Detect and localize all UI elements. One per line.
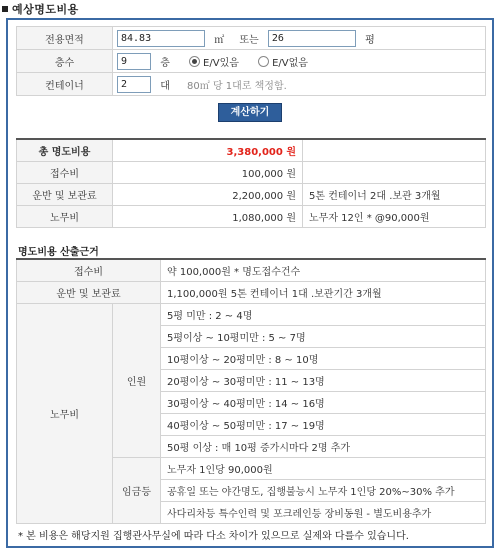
wage-item: 공휴일 또는 야간명도, 집행불능시 노무자 1인당 20%~30% 추가 — [161, 479, 486, 501]
elevator-yes-radio[interactable] — [189, 56, 200, 67]
page-title-text: 예상명도비용 — [12, 3, 79, 16]
area-row — [17, 27, 486, 50]
fee-amount: 100,000 원 — [113, 161, 303, 183]
pyeong-unit: 평 — [365, 34, 375, 46]
people-item: 30평이상 ~ 40평미만 : 14 ~ 16명 — [161, 391, 486, 413]
sqm-unit: ㎡ — [214, 34, 225, 46]
fee-note — [303, 161, 486, 183]
people-item: 10평이상 ~ 20평미만 : 8 ~ 10명 — [161, 347, 486, 369]
storage-label: 운반 및 보관료 — [17, 183, 113, 205]
floor-label: 층수 — [17, 50, 113, 73]
area-label: 전용면적 — [17, 27, 113, 50]
people-item: 5평이상 ~ 10평미만 : 5 ~ 7명 — [161, 325, 486, 347]
basis-wage-label: 임금등 — [113, 457, 161, 523]
labor-label: 노무비 — [17, 205, 113, 227]
container-row — [17, 73, 486, 96]
basis-fee-text: 약 100,000원 * 명도접수건수 — [161, 259, 486, 281]
floor-row — [17, 50, 486, 73]
or-text: 또는 — [239, 34, 259, 46]
total-row — [17, 139, 486, 161]
total-amount: 3,380,000 원 — [113, 139, 303, 161]
elevator-no-label[interactable]: E/V없음 — [272, 57, 308, 69]
result-row — [17, 183, 486, 205]
result-table — [16, 138, 486, 228]
basis-fee-row — [17, 259, 486, 281]
basis-title: 명도비용 산출근거 — [18, 247, 99, 258]
people-item: 20평이상 ~ 30평미만 : 11 ~ 13명 — [161, 369, 486, 391]
fee-label: 접수비 — [17, 161, 113, 183]
people-item: 40평이상 ~ 50평미만 : 17 ~ 19명 — [161, 413, 486, 435]
result-row — [17, 161, 486, 183]
basis-fee-label: 접수비 — [17, 259, 161, 281]
basis-storage-label: 운반 및 보관료 — [17, 281, 161, 303]
basis-table — [16, 258, 486, 524]
container-label: 컨테이너 — [17, 73, 113, 96]
storage-amount: 2,200,000 원 — [113, 183, 303, 205]
elevator-no-radio[interactable] — [258, 56, 269, 67]
elevator-yes-label[interactable]: E/V있음 — [203, 57, 239, 69]
page-title — [2, 1, 79, 17]
basis-labor-label: 노무비 — [17, 303, 113, 523]
result-row — [17, 205, 486, 227]
basis-storage-text: 1,100,000원 5톤 컨테이너 1대 .보관기간 3개월 — [161, 281, 486, 303]
basis-storage-row — [17, 281, 486, 303]
total-label: 총 명도비용 — [17, 139, 113, 161]
bullet-square-icon — [2, 6, 8, 12]
container-unit: 대 — [160, 80, 170, 92]
calculate-button[interactable]: 계산하기 — [218, 103, 282, 122]
area-sqm-input[interactable]: 84.83 — [117, 30, 205, 47]
floor-unit: 층 — [160, 57, 170, 69]
people-item: 5평 미만 : 2 ~ 4명 — [161, 303, 486, 325]
floor-input[interactable]: 9 — [117, 53, 151, 70]
container-input[interactable]: 2 — [117, 76, 151, 93]
container-hint: 80㎡ 당 1대로 책정함. — [187, 80, 287, 92]
calculator-form — [16, 26, 486, 96]
wage-item: 사다리차등 특수인력 및 포크레인등 장비동원 - 별도비용추가 — [161, 501, 486, 523]
cost-panel — [6, 18, 494, 548]
people-item: 50평 이상 : 매 10평 증가시마다 2명 추가 — [161, 435, 486, 457]
labor-amount: 1,080,000 원 — [113, 205, 303, 227]
wage-item: 노무자 1인당 90,000원 — [161, 457, 486, 479]
footnote: * 본 비용은 해당지원 집행관사무실에 따라 다소 차이가 있으므로 실제와 다를수 있습니다. — [18, 531, 409, 542]
area-pyeong-input[interactable]: 26 — [268, 30, 356, 47]
storage-note: 5톤 컨테이너 2대 .보관 3개월 — [303, 183, 486, 205]
basis-people-label: 인원 — [113, 303, 161, 457]
labor-note: 노무자 12인 * @90,000원 — [303, 205, 486, 227]
